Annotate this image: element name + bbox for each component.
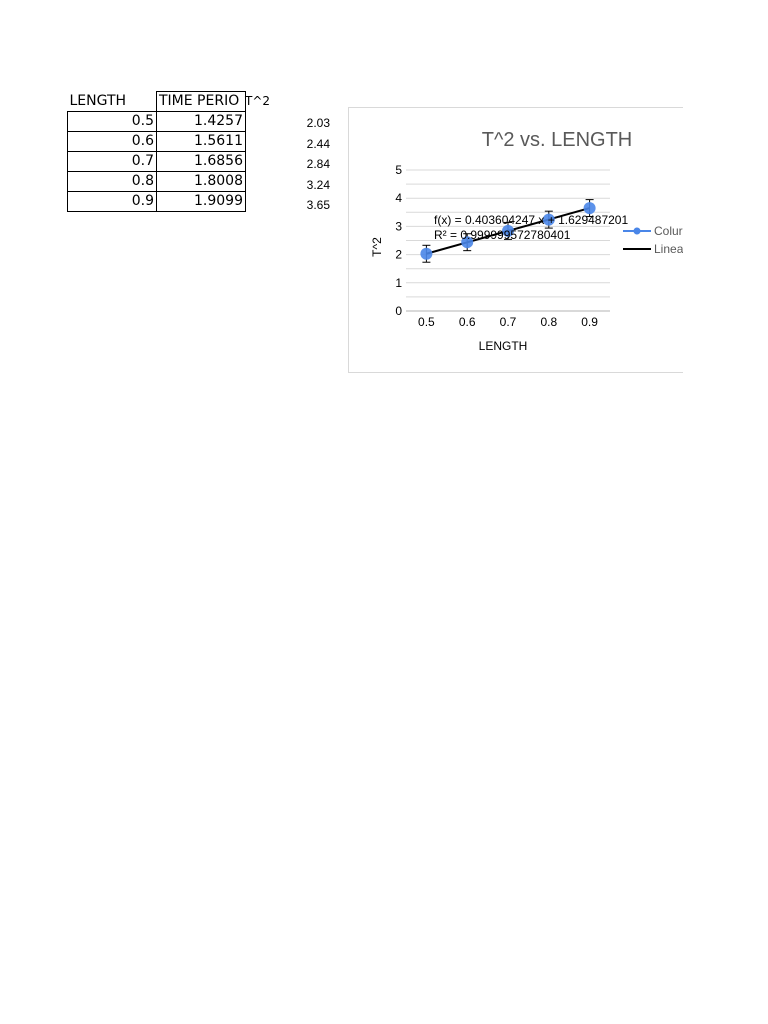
cell-period[interactable]: 1.4257 xyxy=(157,112,246,132)
x-tick-label: 0.7 xyxy=(499,315,517,329)
y-tick-label: 0 xyxy=(395,304,402,318)
cell-length[interactable]: 0.9 xyxy=(68,192,157,212)
table-row xyxy=(68,132,246,152)
y-tick-label: 5 xyxy=(395,163,402,177)
table-header-row xyxy=(68,92,246,112)
chart-svg xyxy=(349,108,683,372)
table-row xyxy=(68,112,246,132)
t2-column xyxy=(296,113,330,216)
x-tick-label: 0.6 xyxy=(458,315,476,329)
header-length[interactable]: LENGTH xyxy=(69,92,127,109)
table-row xyxy=(68,152,246,172)
cell-t2[interactable]: 3.65 xyxy=(306,198,330,212)
cell-t2[interactable]: 2.84 xyxy=(306,157,330,171)
cell-period[interactable]: 1.6856 xyxy=(157,152,246,172)
y-tick-label: 3 xyxy=(395,219,402,234)
cell-t2[interactable]: 2.03 xyxy=(306,116,330,130)
chart-title: T^2 vs. LENGTH xyxy=(481,129,633,151)
x-axis-ticks xyxy=(418,315,598,329)
trendline-r-squared: R² = 0.999999572780401 xyxy=(434,228,571,242)
cell-length[interactable]: 0.8 xyxy=(68,172,157,192)
legend-series-marker xyxy=(634,228,641,235)
trendline-equation: f(x) = 0.403604247 x + 1.629487201 xyxy=(434,213,629,227)
y-tick-label: 1 xyxy=(395,275,402,290)
y-axis-label: T^2 xyxy=(370,237,384,257)
legend-trend-label: Linea xyxy=(654,242,683,256)
x-tick-label: 0.8 xyxy=(540,315,558,329)
y-axis-ticks xyxy=(395,163,402,318)
table-row xyxy=(68,172,246,192)
cell-period[interactable]: 1.8008 xyxy=(157,172,246,192)
data-point xyxy=(420,248,432,260)
chart[interactable] xyxy=(348,107,683,373)
x-tick-label: 0.9 xyxy=(581,315,598,329)
cell-t2[interactable]: 2.44 xyxy=(306,136,330,151)
legend xyxy=(623,224,683,256)
data-table xyxy=(67,91,246,212)
legend-series-label: Colur xyxy=(654,224,683,238)
cell-period[interactable]: 1.5611 xyxy=(157,132,246,152)
x-axis-label: LENGTH xyxy=(478,339,528,353)
y-tick-label: 2 xyxy=(395,247,402,262)
cell-length[interactable]: 0.6 xyxy=(68,132,157,152)
cell-period[interactable]: 1.9099 xyxy=(157,192,246,212)
x-tick-label: 0.5 xyxy=(418,315,435,329)
cell-length[interactable]: 0.5 xyxy=(68,112,157,132)
cell-length[interactable]: 0.7 xyxy=(68,152,157,172)
header-time-period[interactable]: TIME PERIO xyxy=(157,92,246,112)
header-t2[interactable]: T^2 xyxy=(245,94,271,108)
y-tick-label: 4 xyxy=(395,191,402,206)
cell-t2[interactable]: 3.24 xyxy=(306,177,330,192)
table-row xyxy=(68,192,246,212)
